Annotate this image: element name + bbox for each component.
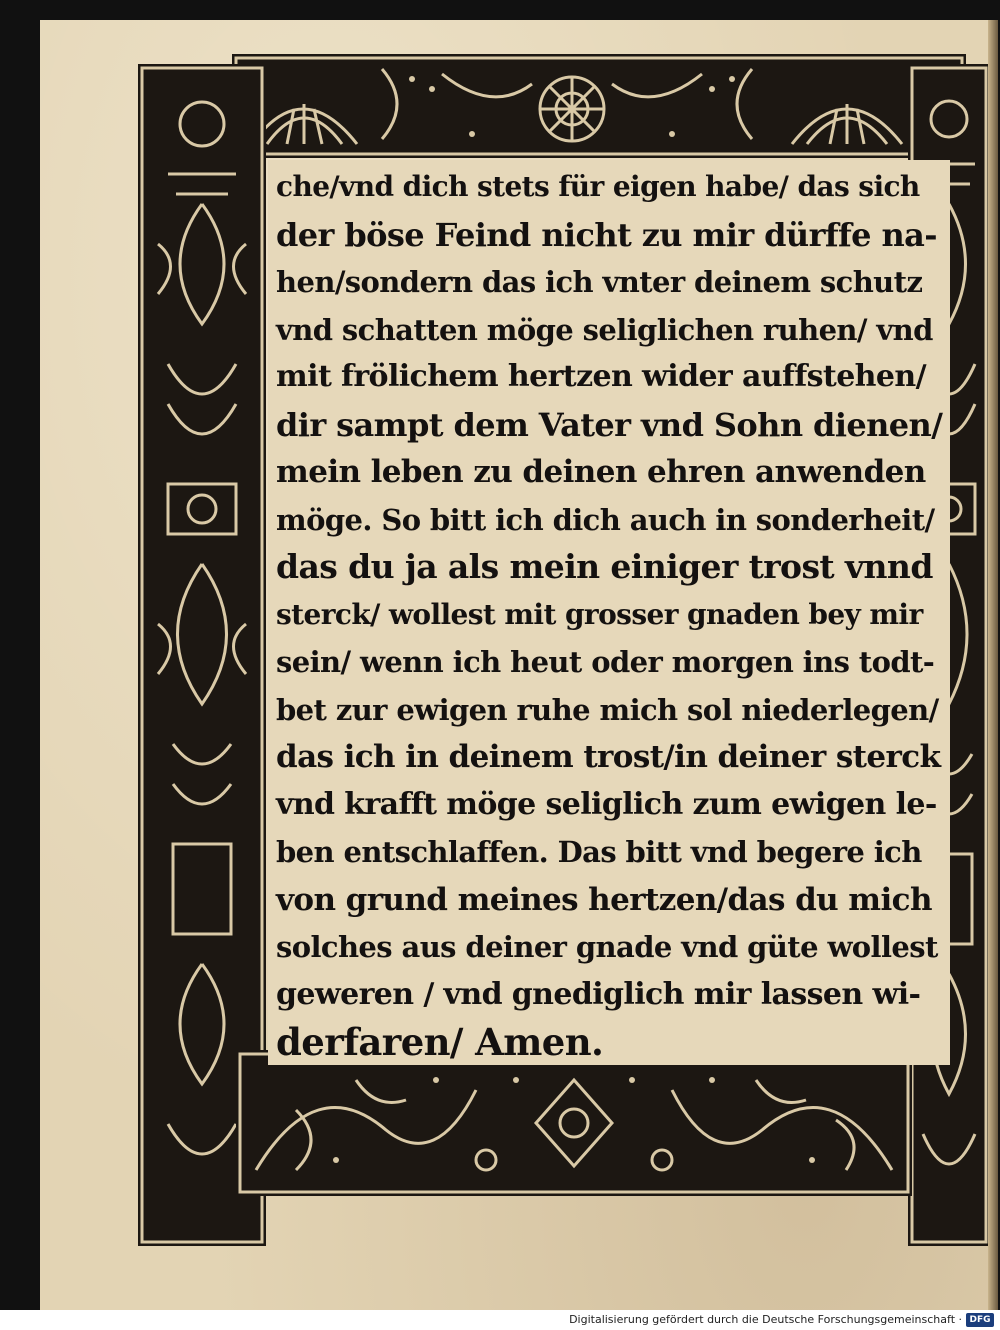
prayer-text-block bbox=[268, 160, 950, 1065]
text-line: derfaren/ Amen. bbox=[276, 1020, 604, 1064]
text-line: hen/sondern das ich vnter deinem schutz bbox=[276, 265, 923, 299]
text-line: geweren / vnd gnediglich mir lassen wi- bbox=[276, 976, 921, 1012]
text-line: vnd schatten möge seliglichen ruhen/ vnd bbox=[276, 312, 933, 347]
text-line: dir sampt dem Vater vnd Sohn dienen/ bbox=[276, 405, 943, 444]
text-line: che/vnd dich stets für eigen habe/ das sich bbox=[276, 170, 920, 203]
text-line: ben entschlaffen. Das bitt vnd begere ich bbox=[276, 835, 922, 869]
fan-rosette-ornament-icon bbox=[232, 54, 966, 158]
text-line: das du ja als mein einiger trost vnnd bbox=[276, 547, 933, 586]
credit-text: Digitalisierung gefördert durch die Deutsche Forschungsgemeinschaft · bbox=[569, 1313, 962, 1326]
text-line: mein leben zu deinen ehren anwenden bbox=[276, 454, 926, 490]
bottom-ornament-border bbox=[236, 1050, 912, 1196]
page-edge bbox=[988, 20, 998, 1310]
text-line: das ich in deinem trost/in deiner sterck bbox=[276, 739, 941, 775]
scanned-page bbox=[40, 20, 998, 1310]
arabesque-ornament-icon bbox=[236, 1050, 912, 1196]
text-line: solches aus deiner gnade vnd güte wollest bbox=[276, 930, 938, 964]
text-line: sterck/ wollest mit grosser gnaden bey mir bbox=[276, 597, 923, 631]
digitization-credit-bar bbox=[0, 1310, 1000, 1330]
text-line: von grund meines hertzen/das du mich bbox=[276, 881, 932, 918]
text-line: mit frölichem hertzen wider auffstehen/ bbox=[276, 359, 926, 394]
text-line: sein/ wenn ich heut oder morgen ins todt- bbox=[276, 645, 935, 679]
text-line: bet zur ewigen ruhe mich sol niederlegen/ bbox=[276, 692, 939, 727]
text-line: vnd krafft möge seliglich zum ewigen le- bbox=[276, 786, 937, 822]
dfg-logo: DFG bbox=[966, 1313, 994, 1327]
top-ornament-border bbox=[232, 54, 966, 158]
text-line: möge. So bitt ich dich auch in sonderheit/ bbox=[276, 502, 935, 537]
text-line: der böse Feind nicht zu mir dürffe na- bbox=[276, 215, 937, 254]
